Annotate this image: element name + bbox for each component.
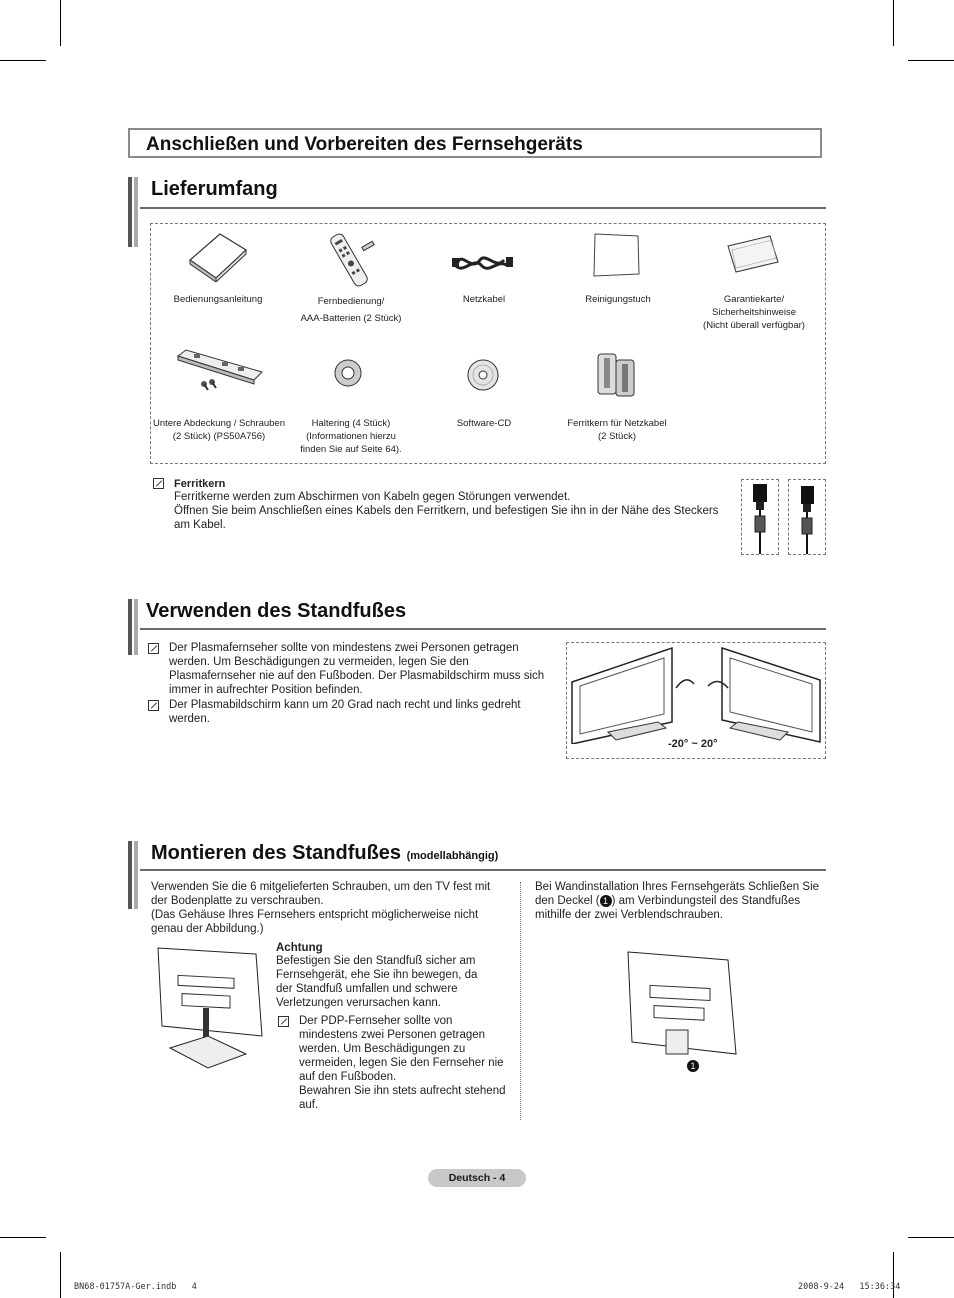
cover-screws-icon: [174, 346, 266, 392]
achtung-title: Achtung: [276, 942, 323, 954]
page-number: Deutsch - 4: [448, 1172, 506, 1184]
section-title-small: (modellabhängig): [406, 850, 499, 862]
main-title-box: [128, 128, 822, 158]
crop-mark: [60, 0, 61, 46]
section-accent: [134, 177, 138, 247]
cloth-icon: [592, 232, 642, 278]
timestamp: 2008-9-24 15:36:34: [798, 1282, 901, 1292]
power-cord-icon: [452, 248, 514, 276]
wall-mount-text: [535, 880, 825, 922]
achtung-text: Befestigen Sie den Standfuß sicher am Fernsehgerät, ehe Sie ihn bewegen, da der Standfuß umfallen und schwere Verletzungen verursachen kann.: [276, 955, 478, 1009]
item-label: Bedienungsanleitung: [173, 294, 263, 305]
remote-icon: [318, 232, 382, 290]
manual-icon: [186, 230, 250, 282]
section-title-standfuss: Verwenden des Standfußes: [146, 600, 407, 622]
item-label: Software-CD: [456, 418, 512, 429]
tv-swivel-illustration: [568, 644, 824, 744]
item-label: Reinigungstuch: [585, 294, 651, 305]
note-title: Ferritkern: [174, 478, 226, 490]
section-title-lieferumfang: Lieferumfang: [151, 178, 278, 200]
section-rule: [140, 207, 826, 209]
note-text: Der Plasmafernseher sollte von mindestens zwei Personen getragen werden. Um Beschädigungen zu vermeiden, legen Sie den Plasmafernseher nie auf den Fußboden. Der Plasmabildschirm muss sich immer in aufrechter Position befinden.: [169, 642, 545, 696]
section-accent: [134, 841, 138, 909]
column-divider: [520, 882, 521, 1120]
page-number-pill: [428, 1169, 526, 1187]
note-text: Der PDP-Fernseher sollte von mindestens zwei Personen getragen werden. Um Beschädigungen zu vermeiden, legen Sie den Fernseher nie auf den Fußboden. Bewahren Sie ihn stets aufrecht stehend auf.: [299, 1015, 506, 1111]
item-label: Fernbedienung/ AAA-Batterien (2 Stück): [300, 296, 402, 324]
section-accent: [134, 599, 138, 655]
item-label: Garantiekarte/ Sicherheitshinweise (Nicht überall verfügbar): [703, 294, 805, 331]
cd-icon: [466, 358, 500, 392]
note-text: Ferritkerne werden zum Abschirmen von Kabeln gegen Störungen verwendet. Öffnen Sie beim Anschließen eines Kabels den Ferritkern, und befestigen Sie ihn in der Nähe des Steckers am Kabel.: [174, 491, 719, 531]
tv-back-cover-illustration: [624, 950, 744, 1070]
callout-1-label: 1: [690, 1061, 696, 1071]
marker-1: [600, 895, 612, 907]
wall-mount-text-b: ) am Verbindungsteil des Standfußes mithilfe der zwei Verblendschrauben.: [535, 895, 801, 921]
crop-mark: [908, 60, 954, 61]
ferrite-core-icon: [596, 350, 638, 398]
section-rule: [140, 628, 826, 630]
tv-back-stand-illustration: [152, 944, 268, 1076]
item-label: Ferritkern für Netzkabel (2 Stück): [567, 418, 667, 442]
plug-ferrite-icon: [792, 482, 822, 554]
file-name: BN68-01757A-Ger.indb 4: [74, 1282, 197, 1292]
callout-1: [687, 1060, 699, 1072]
mount-instructions: Verwenden Sie die 6 mitgelieferten Schrauben, um den TV fest mit der Bodenplatte zu verschrauben. (Das Gehäuse Ihres Fernsehers entspricht möglicherweise nicht genau der Abbildung.): [151, 881, 491, 935]
section-accent: [128, 599, 132, 655]
section-title-text: Montieren des Standfußes: [151, 842, 402, 864]
section-rule: [140, 869, 826, 871]
section-accent: [128, 177, 132, 247]
note-text: Der Plasmabildschirm kann um 20 Grad nach recht und links gedreht werden.: [169, 699, 521, 725]
crop-mark: [60, 1252, 61, 1298]
crop-mark: [0, 60, 46, 61]
holder-ring-icon: [332, 358, 364, 388]
crop-mark: [0, 1237, 46, 1238]
wall-mount-text-a: Bei Wandinstallation Ihres Fernsehgeräts Schließen Sie den Deckel (: [535, 881, 820, 907]
angle-label: -20° ~ 20°: [668, 738, 718, 750]
section-accent: [128, 841, 132, 909]
item-label: Haltering (4 Stück) (Informationen hierzu finden Sie auf Seite 64).: [300, 418, 402, 455]
main-title: Anschließen und Vorbereiten des Fernsehgeräts: [146, 134, 583, 155]
item-label: Netzkabel: [462, 294, 506, 305]
note-icon: [278, 1016, 289, 1027]
crop-mark: [893, 0, 894, 46]
marker-1-label: 1: [603, 895, 609, 906]
note-icon: [148, 643, 159, 654]
crop-mark: [908, 1237, 954, 1238]
note-icon: [153, 478, 164, 489]
item-label: Untere Abdeckung / Schrauben (2 Stück) (PS50A756): [152, 418, 286, 442]
plug-ferrite-icon: [745, 482, 775, 554]
warranty-card-icon: [726, 234, 780, 274]
note-icon: [148, 700, 159, 711]
section-title-montieren: [151, 842, 498, 865]
